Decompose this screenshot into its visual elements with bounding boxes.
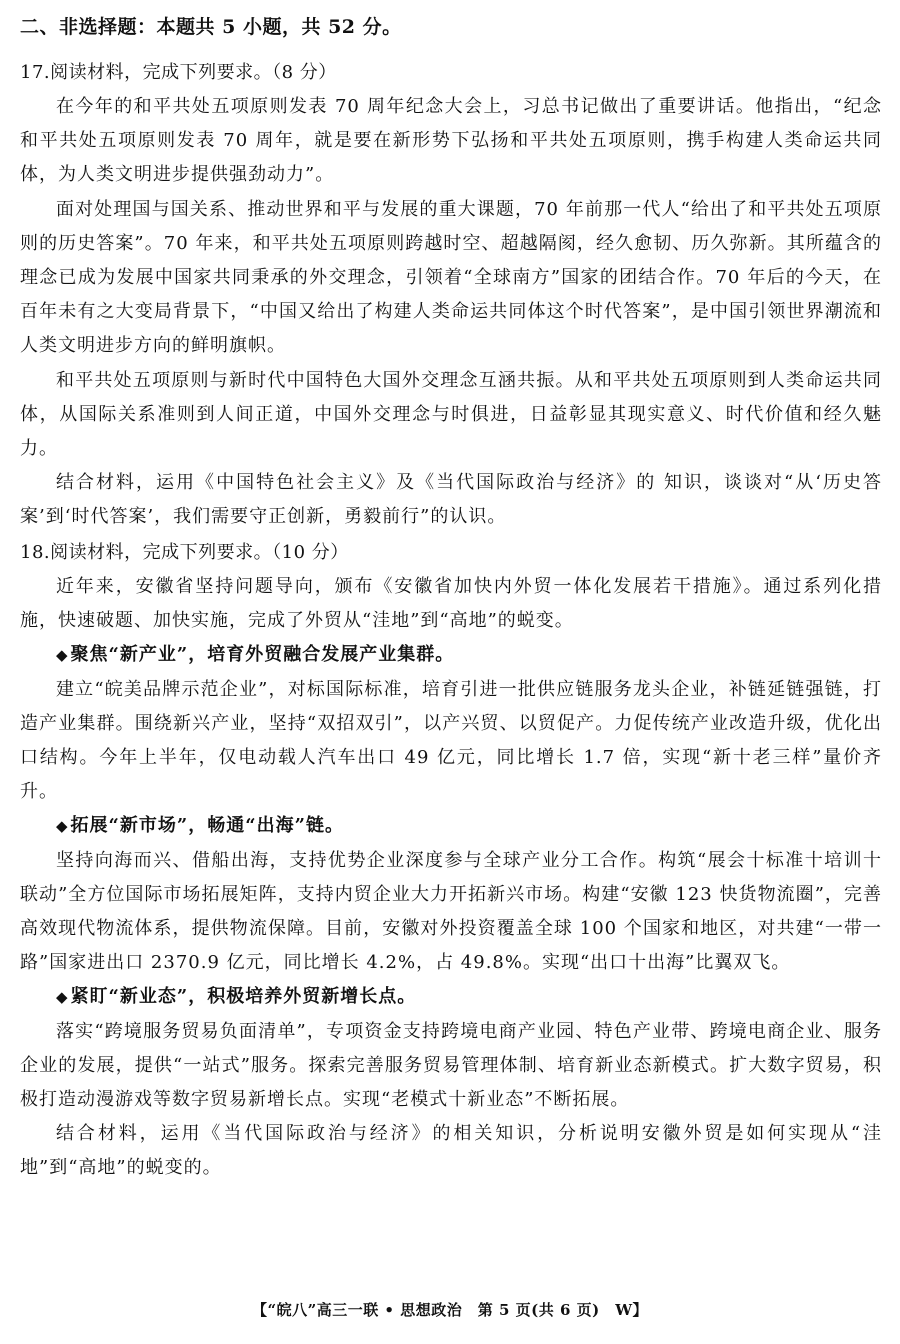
section-title: 二、非选择题：本题共 5 小题，共 52 分。 bbox=[20, 16, 402, 38]
question-17-heading: 17.阅读材料，完成下列要求。（8 分） bbox=[20, 62, 337, 83]
question-17-paragraph-1: 在今年的和平共处五项原则发表 70 周年纪念大会上，习总书记做出了重要讲话。他指出，“纪念和平共处五项原则发表 70 周年，就是要在新形势下弘扬和平共处五项原则，携手构建人类命运共同体，为人类文明进步提供强劲动力”。 bbox=[20, 96, 882, 186]
question-18 bbox=[20, 536, 882, 1186]
question-18-bullet-3 bbox=[20, 980, 882, 1014]
question-17-task: 结合材料，运用《中国特色社会主义》及《当代国际政治与经济》的 知识，谈谈对“从‘历史答案’到‘时代答案’，我们需要守正创新，勇毅前行”的认识。 bbox=[20, 472, 882, 528]
question-17-paragraph-2: 面对处理国与国关系、推动世界和平与发展的重大课题，70 年前那一代人“给出了和平共处五项原则的历史答案”。70 年来，和平共处五项原则跨越时空、超越隔阂，经久愈韧、历久弥新。其所蕴含的理念已成为发展中国家共同秉承的外交理念，引领着“全球南方”国家的团结合作。70 年后的今天，在百年未有之大变局背景下，“中国又给出了构建人类命运共同体这个时代答案”，是中国引领世界潮流和人类文明进步方向的鲜明旗帜。 bbox=[20, 198, 882, 357]
question-18-intro: 近年来，安徽省坚持问题导向，颁布《安徽省加快内外贸一体化发展若干措施》。通过系列化措施，快速破题、加快实施，完成了外贸从“洼地”到“高地”的蜕变。 bbox=[20, 576, 882, 632]
question-18-bullet-1-text: 聚焦“新产业”，培育外贸融合发展产业集群。 bbox=[70, 644, 455, 666]
black-diamond-icon: ◆ bbox=[56, 988, 69, 1007]
question-18-heading: 18.阅读材料，完成下列要求。（10 分） bbox=[20, 542, 349, 563]
question-18-task: 结合材料，运用《当代国际政治与经济》的相关知识，分析说明安徽外贸是如何实现从“洼地”到“高地”的蜕变的。 bbox=[20, 1123, 882, 1179]
black-diamond-icon: ◆ bbox=[56, 817, 69, 836]
question-18-paragraph-1: 建立“皖美品牌示范企业”，对标国际标准，培育引进一批供应链服务龙头企业，补链延链强链，打造产业集群。围绕新兴产业，坚持“双招双引”，以产兴贸、以贸促产。力促传统产业改造升级，优化出口结构。今年上半年，仅电动载人汽车出口 49 亿元，同比增长 1.7 倍，实现“新十老三样”量价齐升。 bbox=[20, 678, 882, 803]
question-17-paragraph-3: 和平共处五项原则与新时代中国特色大国外交理念互涵共振。从和平共处五项原则到人类命运共同体，从国际关系准则到人间正道，中国外交理念与时俱进，日益彰显其现实意义、时代价值和经久魅力。 bbox=[20, 369, 882, 460]
question-18-bullet-1 bbox=[20, 638, 882, 672]
question-18-paragraph-3: 落实“跨境服务贸易负面清单”，专项资金支持跨境电商产业园、特色产业带、跨境电商企业、服务企业的发展，提供“一站式”服务。探索完善服务贸易管理体制、培育新业态新模式。扩大数字贸易，积极打造动漫游戏等数字贸易新增长点。实现“老模式十新业态”不断拓展。 bbox=[20, 1020, 882, 1111]
black-diamond-icon: ◆ bbox=[56, 646, 69, 665]
question-17 bbox=[20, 56, 882, 535]
page-footer: 【“皖八”高三一联 • 思想政治 第 5 页(共 6 页) W】 bbox=[251, 1301, 649, 1319]
question-18-bullet-2-text: 拓展“新市场”，畅通“出海”链。 bbox=[70, 815, 344, 837]
question-18-bullet-3-text: 紧盯“新业态”，积极培养外贸新增长点。 bbox=[70, 986, 417, 1008]
question-18-bullet-2 bbox=[20, 809, 882, 843]
question-18-paragraph-2: 坚持向海而兴、借船出海，支持优势企业深度参与全球产业分工合作。构筑“展会十标准十培训十联动”全方位国际市场拓展矩阵，支持内贸企业大力开拓新兴市场。构建“安徽 123 快货物流圈”，完善高效现代物流体系，提供物流保障。目前，安徽对外投资覆盖全球 100 个国家和地区，对共建“一带一路”国家进出口 2370.9 亿元，同比增长 4.2%，占 49.8%。实现“出口十出海”比翼双飞。 bbox=[20, 849, 882, 974]
